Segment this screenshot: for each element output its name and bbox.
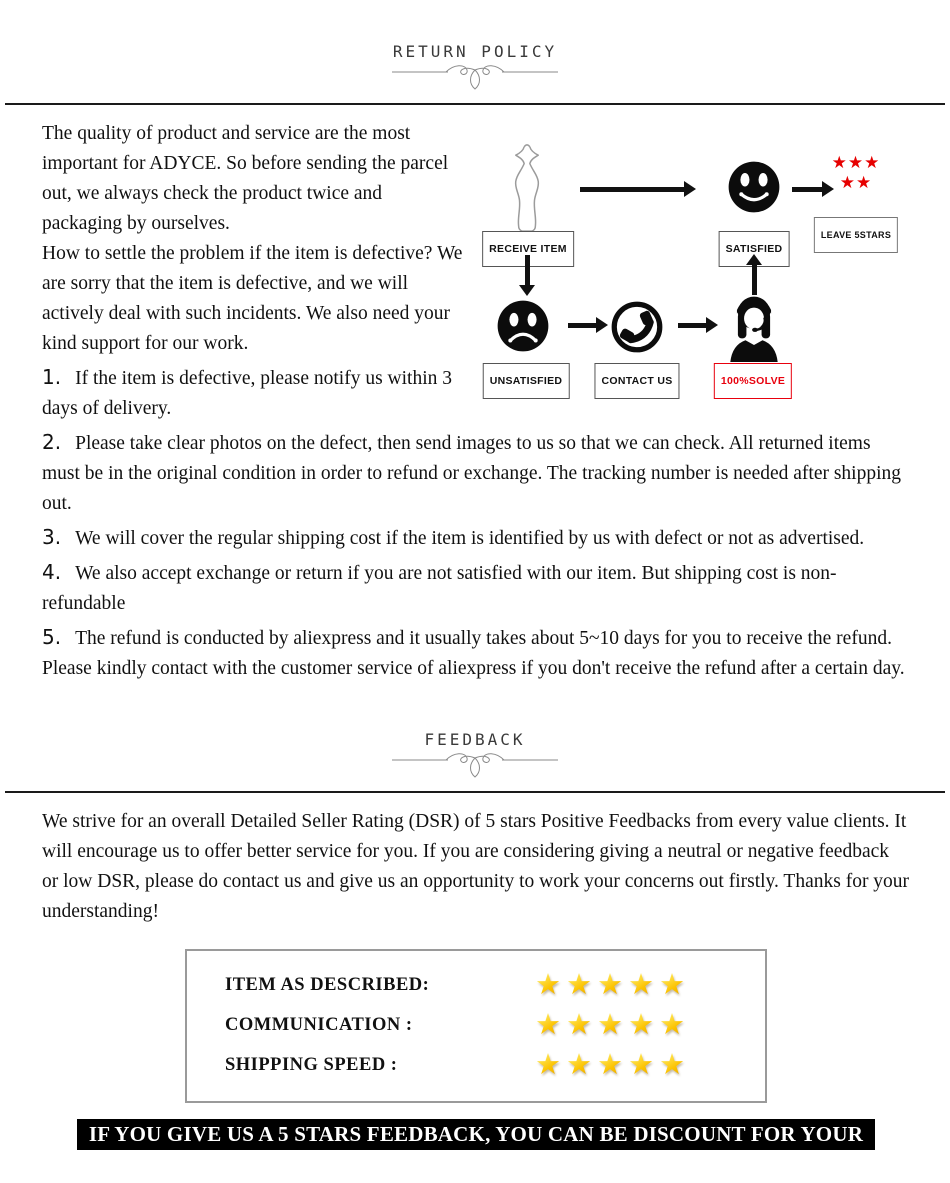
return-policy-title: RETURN POLICY: [392, 42, 558, 61]
phone-icon: [609, 299, 665, 355]
rating-row-communication: [187, 1005, 765, 1045]
item-number: 2.: [42, 430, 62, 454]
item-text: We also accept exchange or return if you are not satisfied with our item. But shipping cost is non-refundable: [42, 563, 837, 614]
leave-5stars-label: LEAVE 5STARS: [814, 217, 898, 253]
item-text: Please take clear photos on the defect, then send images to us so that we can check. All returned items must be in the original condition in order to refund or exchange. The tracking number is needed after shipping out.: [42, 433, 902, 514]
flow-arrow-receive-to-unsatisfied: [525, 255, 530, 285]
item-number: 3.: [42, 525, 62, 549]
rating-row-item-as-described: [187, 965, 765, 1005]
return-item-2: [42, 427, 910, 519]
return-policy-header: [0, 0, 950, 96]
flow-arrow-contact-to-solve: [678, 323, 706, 328]
rating-label: SHIPPING SPEED :: [225, 1055, 398, 1075]
contact-us-label: CONTACT US: [594, 363, 679, 399]
rating-label: COMMUNICATION :: [225, 1015, 413, 1035]
item-text: If the item is defective, please notify us within 3 days of delivery.: [42, 368, 452, 419]
feedback-header: [0, 684, 950, 784]
sad-face-icon: [494, 297, 552, 355]
unsatisfied-label: UNSATISFIED: [483, 363, 570, 399]
return-policy-body: [0, 105, 950, 684]
discount-banner: IF YOU GIVE US A 5 STARS FEEDBACK, YOU CAN BE DISCOUNT FOR YOUR NEXT ORDER: [77, 1119, 875, 1150]
dress-icon: [500, 143, 554, 233]
five-gold-stars-icon: ★★★★★: [535, 1048, 690, 1081]
item-number: 4.: [42, 560, 62, 584]
rating-row-shipping-speed: [187, 1045, 765, 1085]
flourish-ornament-icon: [390, 63, 560, 91]
five-gold-stars-icon: ★★★★★: [535, 1008, 690, 1041]
return-paragraph-2: How to settle the problem if the item is defective? We are sorry that the item is defective, and we will actively deal with such incidents. We also need your kind support for our work.: [42, 243, 463, 354]
return-item-4: [42, 557, 910, 619]
smiley-face-icon: [725, 158, 783, 216]
return-item-3: [42, 522, 910, 554]
feedback-paragraph: We strive for an overall Detailed Seller Rating (DSR) of 5 stars Positive Feedbacks from every value clients. It will encourage us to offer better service for you. If you are considering giving a neutral or negative feedback or low DSR, please do contact us and give us an opportunity to work your concerns out firstly. Thanks for your understanding!: [42, 811, 910, 922]
red-stars-row-bottom: ★★: [839, 173, 873, 192]
five-gold-stars-icon: ★★★★★: [535, 968, 690, 1001]
return-item-5: [42, 622, 910, 684]
item-text: We will cover the regular shipping cost if the item is identified by us with defect or not as advertised.: [75, 528, 865, 549]
return-paragraph-1: The quality of product and service are the most important for ADYCE. So before sending the parcel out, we always check the product twice and packaging by ourselves.: [42, 123, 449, 234]
feedback-title: FEEDBACK: [424, 730, 526, 749]
red-stars-row-top: ★★★: [831, 153, 881, 172]
item-text: The refund is conducted by aliexpress and it usually takes about 5~10 days for you to receive the refund. Please kindly contact with the customer service of aliexpress if you don't receive the refund after a certain day.: [42, 628, 905, 679]
five-red-stars-icon: [825, 153, 887, 193]
flourish-ornament-icon: [390, 751, 560, 779]
dsr-ratings-box: [185, 949, 767, 1103]
satisfied-label: SATISFIED: [719, 231, 790, 267]
flow-arrow-unsatisfied-to-contact: [568, 323, 596, 328]
item-number: 5.: [42, 625, 62, 649]
feedback-body: [0, 793, 950, 1177]
item-number: 1.: [42, 365, 62, 389]
rating-label: ITEM AS DESCRIBED:: [225, 975, 430, 995]
flow-arrow-receive-to-satisfied: [580, 187, 684, 192]
return-flowchart: [480, 143, 910, 393]
receive-item-label: RECEIVE ITEM: [482, 231, 574, 267]
solve-label: 100%SOLVE: [714, 363, 792, 399]
customer-service-agent-icon: [723, 291, 785, 363]
flow-arrow-satisfied-to-stars: [792, 187, 822, 192]
